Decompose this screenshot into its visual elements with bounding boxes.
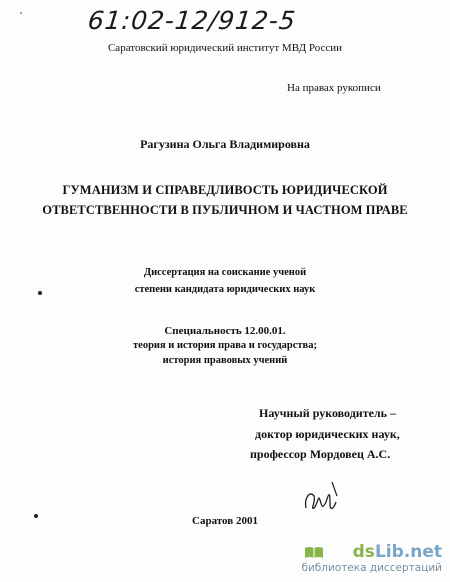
book-icon bbox=[304, 545, 324, 559]
dissertation-line-1: Диссертация на соискание ученой bbox=[143, 267, 307, 278]
title-line-2: ОТВЕТСТВЕННОСТИ В ПУБЛИЧНОМ И ЧАСТНОМ ПРАВЕ bbox=[42, 203, 408, 217]
specialty-line-2: теория и история права и государства; bbox=[133, 340, 317, 351]
specialty-line-3: история правовых учений bbox=[162, 355, 288, 366]
supervisor-line-1: Научный руководитель – bbox=[259, 406, 396, 420]
supervisor-line-3: профессор Мордовец А.С. bbox=[250, 447, 391, 461]
title-line-1: ГУМАНИЗМ И СПРАВЕДЛИВОСТЬ ЮРИДИЧЕСКОЙ bbox=[62, 183, 388, 197]
logo-ds-text: ds bbox=[352, 542, 375, 562]
scan-speck bbox=[38, 291, 42, 295]
city-year: Саратов 2001 bbox=[192, 515, 258, 527]
supervisor-line-2: доктор юридических наук, bbox=[255, 427, 400, 441]
specialty-line-1: Специальность 12.00.01. bbox=[164, 325, 286, 337]
dslib-subtitle: библиотека диссертаций bbox=[301, 562, 442, 574]
handwritten-catalog-code: 61:02-12/912-5 bbox=[86, 6, 298, 35]
logo-lib-text: Lib bbox=[374, 542, 404, 562]
dslib-watermark bbox=[282, 542, 442, 578]
dissertation-line-2: степени кандидата юридических наук bbox=[134, 284, 316, 295]
logo-net-text: .net bbox=[403, 542, 442, 562]
author-name: Рагузина Ольга Владимировна bbox=[140, 137, 310, 151]
institute-name: Саратовский юридический институт МВД России bbox=[107, 42, 343, 54]
scan-speck bbox=[20, 12, 22, 14]
handwritten-signature bbox=[300, 478, 350, 520]
dslib-logo bbox=[353, 542, 442, 562]
manuscript-note: На правах рукописи bbox=[287, 82, 381, 94]
